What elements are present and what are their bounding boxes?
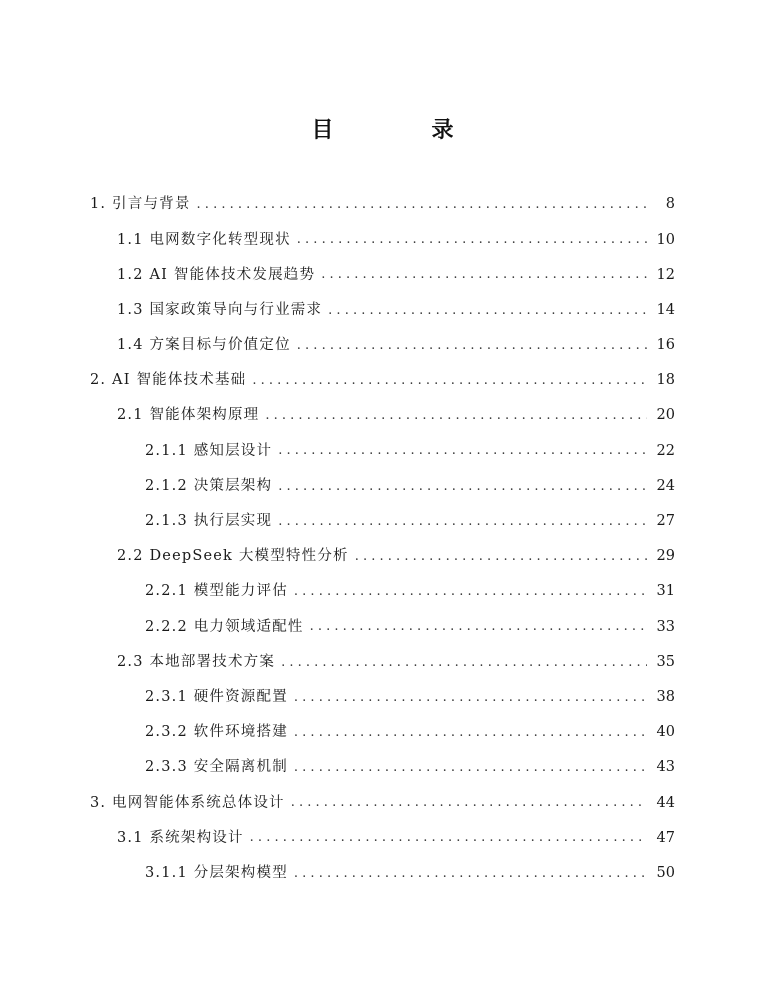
toc-dot-leader: [252, 374, 647, 387]
toc-entry[interactable]: [0, 222, 765, 257]
toc-dot-leader: [294, 585, 647, 598]
toc-entry[interactable]: [0, 539, 765, 574]
page-title: 目 录: [311, 118, 492, 143]
toc-entry-label: 1. 引言与背景: [90, 196, 191, 213]
toc-page-number: 50: [656, 864, 675, 881]
toc-page-number: 12: [656, 266, 675, 283]
toc-entry-label: 3. 电网智能体系统总体设计: [90, 794, 285, 811]
toc-entry-label: 2.1.2 决策层架构: [145, 477, 273, 494]
toc-dot-leader: [294, 867, 647, 880]
toc-entry-label: 1.4 方案目标与价值定位: [117, 337, 291, 354]
toc-page-number: 27: [656, 513, 675, 530]
toc-entry-label: 2.1.1 感知层设计: [145, 442, 273, 459]
toc-page-number: 18: [656, 372, 675, 389]
toc-entry[interactable]: [0, 469, 765, 504]
toc-entry-label: 2. AI 智能体技术基础: [90, 372, 247, 389]
table-of-contents: [0, 187, 765, 891]
toc-entry[interactable]: [0, 398, 765, 433]
toc-entry[interactable]: [0, 363, 765, 398]
toc-dot-leader: [197, 198, 647, 211]
toc-entry-label: 2.2.2 电力领域适配性: [145, 618, 304, 635]
toc-entry-label: 2.3 本地部署技术方案: [117, 653, 276, 670]
toc-entry-label: 1.1 电网数字化转型现状: [117, 231, 291, 248]
toc-entry[interactable]: [0, 644, 765, 679]
toc-entry[interactable]: [0, 257, 765, 292]
toc-entry-label: 2.3.2 软件环境搭建: [145, 724, 288, 741]
toc-page-number: 40: [656, 724, 675, 741]
toc-entry[interactable]: [0, 328, 765, 363]
toc-entry[interactable]: [0, 609, 765, 644]
toc-entry-label: 2.3.1 硬件资源配置: [145, 688, 288, 705]
toc-entry[interactable]: [0, 820, 765, 855]
toc-dot-leader: [250, 831, 647, 844]
toc-entry-label: 1.3 国家政策导向与行业需求: [117, 301, 323, 318]
toc-dot-leader: [321, 268, 647, 281]
toc-dot-leader: [265, 409, 647, 422]
toc-dot-leader: [355, 550, 647, 563]
toc-dot-leader: [310, 620, 647, 633]
toc-page-number: 33: [656, 618, 675, 635]
toc-dot-leader: [281, 656, 647, 669]
toc-entry-label: 2.2 DeepSeek 大模型特性分析: [117, 548, 349, 565]
toc-page-number: 31: [656, 583, 675, 600]
toc-page-number: 47: [656, 829, 675, 846]
toc-dot-leader: [297, 339, 647, 352]
toc-entry[interactable]: [0, 433, 765, 468]
toc-page-number: 20: [656, 407, 675, 424]
toc-entry[interactable]: [0, 680, 765, 715]
toc-page-number: 8: [665, 196, 675, 213]
toc-page-number: 44: [656, 794, 675, 811]
toc-page-number: 43: [656, 759, 675, 776]
toc-page-number: 14: [656, 301, 675, 318]
toc-dot-leader: [294, 761, 647, 774]
toc-entry[interactable]: [0, 187, 765, 222]
toc-page-number: 29: [656, 548, 675, 565]
toc-page-number: 10: [656, 231, 675, 248]
toc-dot-leader: [278, 444, 647, 457]
toc-entry-label: 3.1.1 分层架构模型: [145, 864, 288, 881]
toc-entry[interactable]: [0, 574, 765, 609]
toc-page-number: 35: [656, 653, 675, 670]
toc-entry-label: 2.1.3 执行层实现: [145, 513, 273, 530]
toc-entry-label: 2.3.3 安全隔离机制: [145, 759, 288, 776]
toc-entry-label: 3.1 系统架构设计: [117, 829, 244, 846]
toc-dot-leader: [278, 480, 647, 493]
toc-entry[interactable]: [0, 856, 765, 891]
toc-entry[interactable]: [0, 750, 765, 785]
toc-page-number: 22: [656, 442, 675, 459]
toc-page-number: 24: [656, 477, 675, 494]
toc-dot-leader: [291, 796, 647, 809]
toc-entry[interactable]: [0, 293, 765, 328]
toc-dot-leader: [294, 691, 647, 704]
toc-dot-leader: [294, 726, 647, 739]
toc-dot-leader: [297, 233, 647, 246]
toc-entry[interactable]: [0, 785, 765, 820]
toc-entry-label: 1.2 AI 智能体技术发展趋势: [117, 266, 316, 283]
toc-dot-leader: [328, 304, 647, 317]
toc-page-number: 16: [656, 337, 675, 354]
toc-page-number: 38: [656, 688, 675, 705]
toc-entry-label: 2.2.1 模型能力评估: [145, 583, 288, 600]
toc-entry[interactable]: [0, 504, 765, 539]
toc-dot-leader: [278, 515, 647, 528]
toc-entry[interactable]: [0, 715, 765, 750]
toc-entry-label: 2.1 智能体架构原理: [117, 407, 260, 424]
